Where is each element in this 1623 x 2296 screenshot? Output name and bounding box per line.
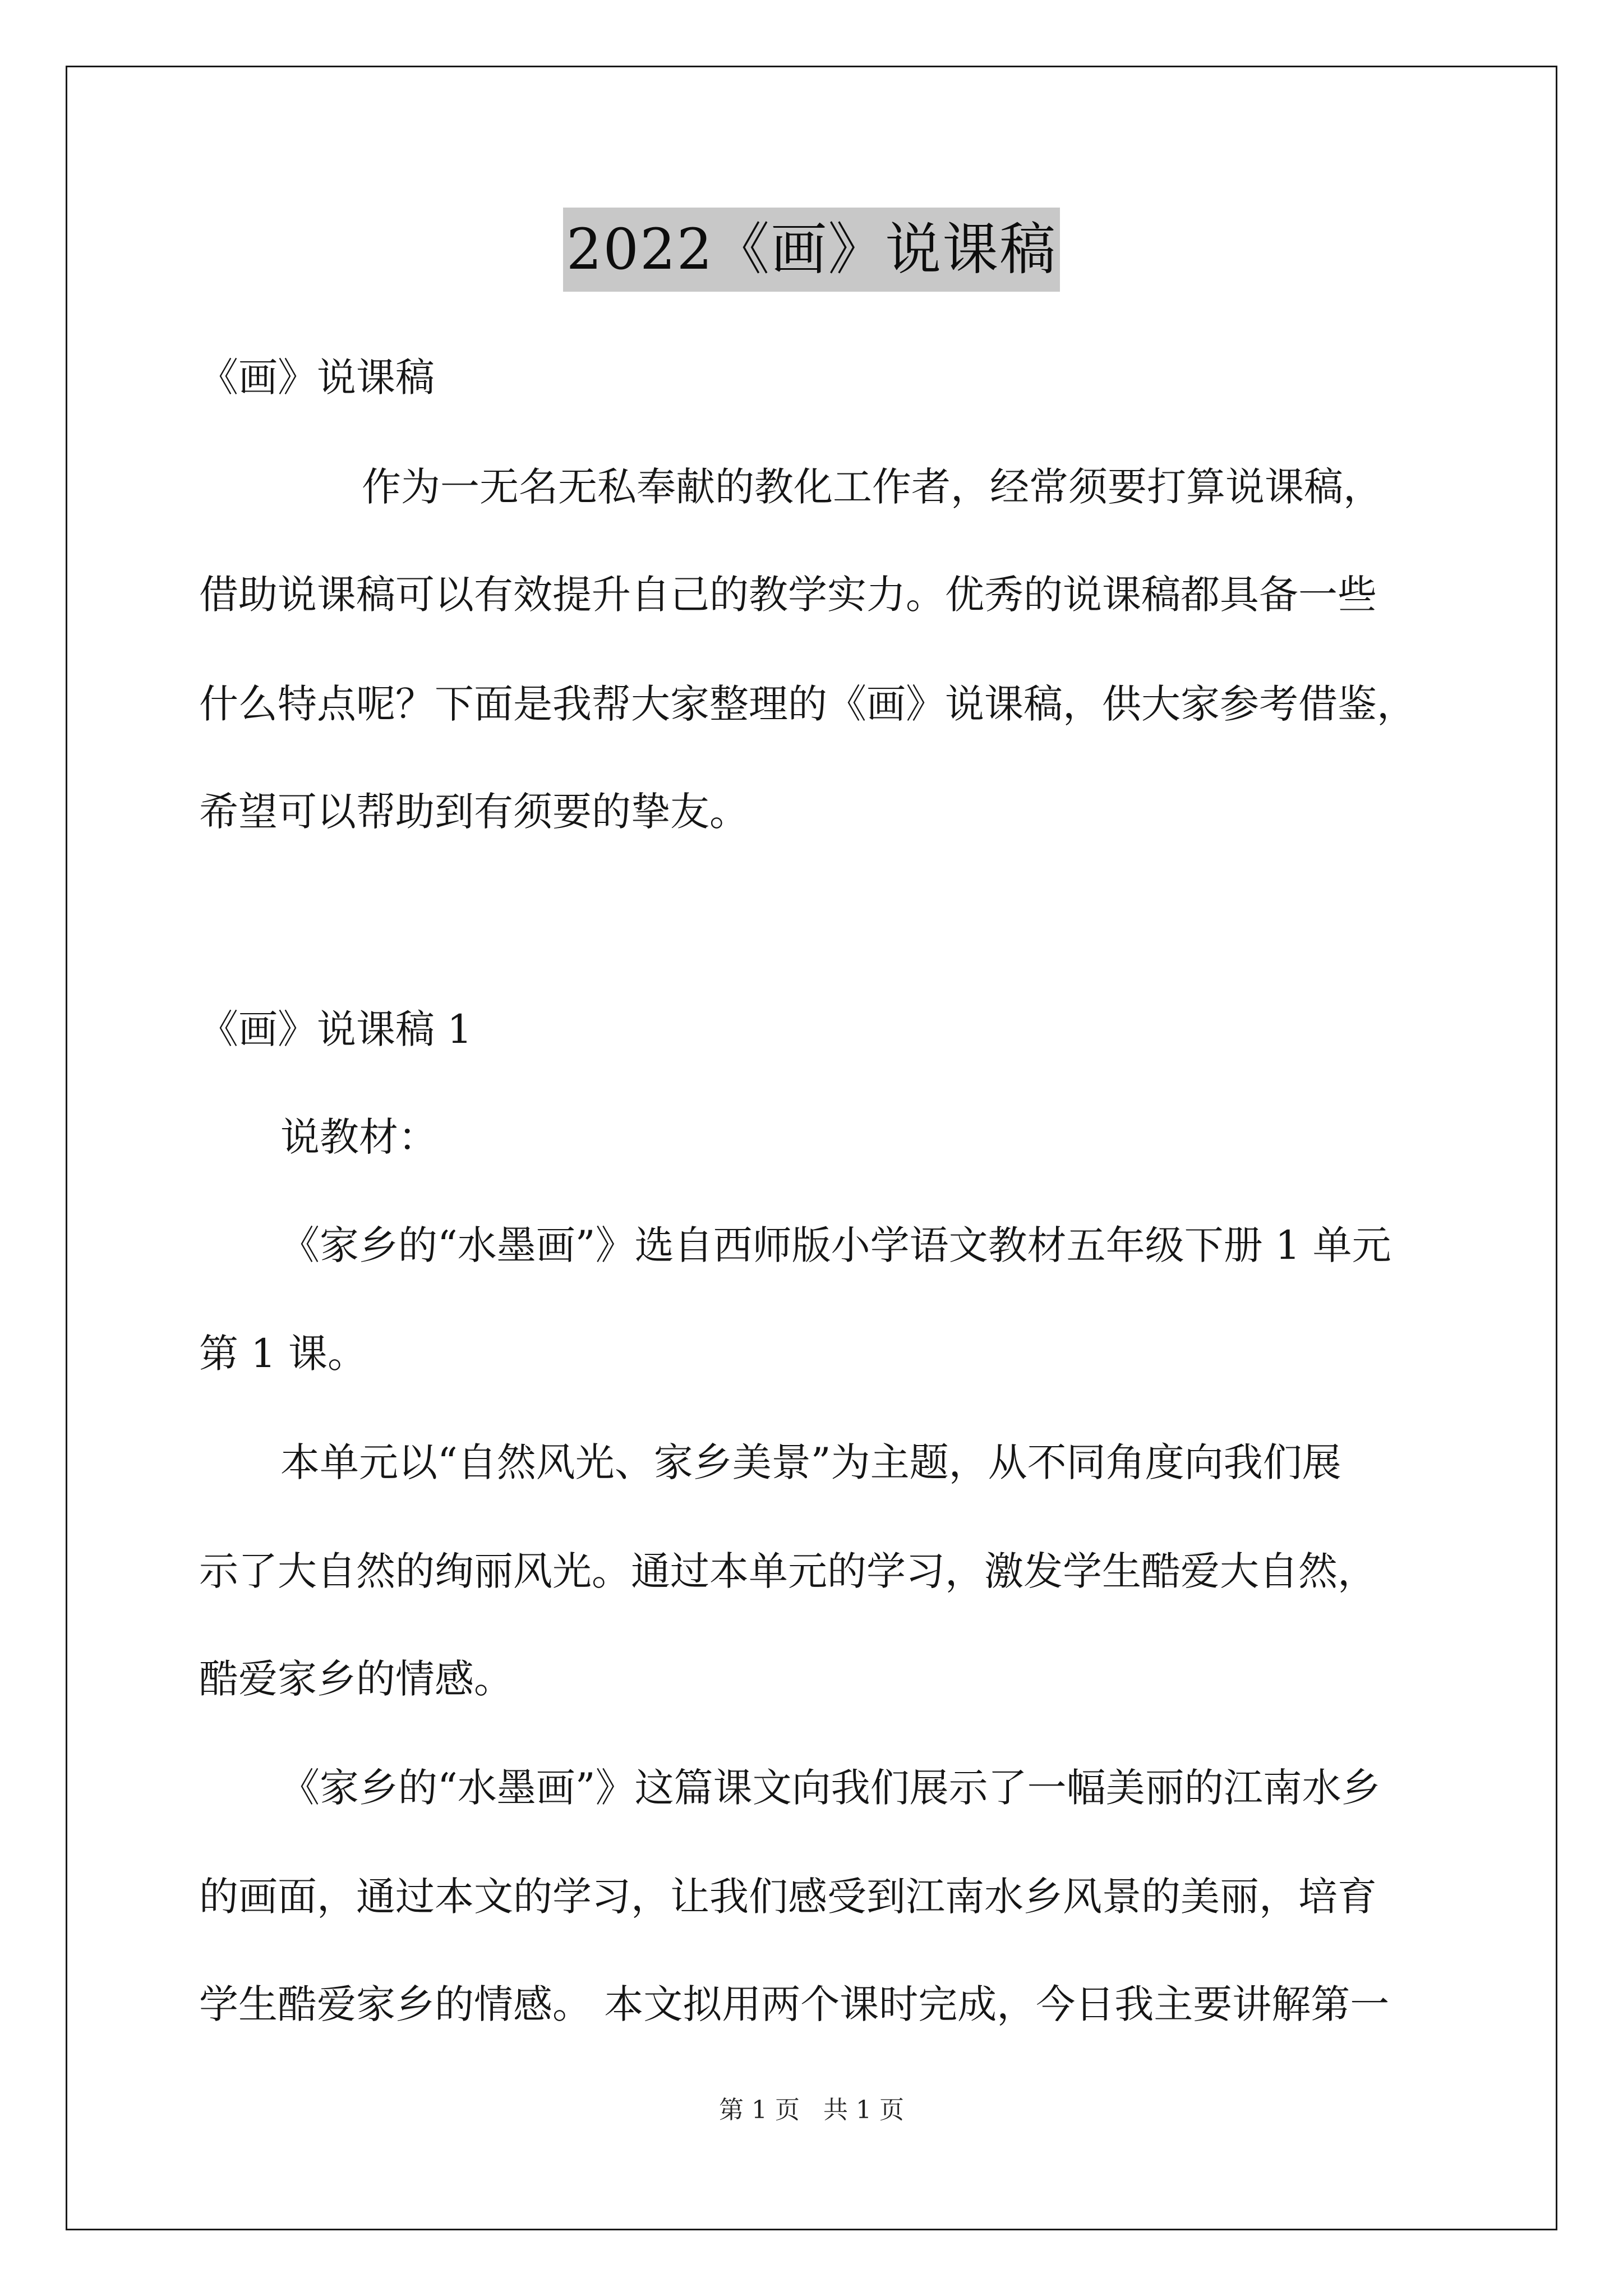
paragraph-line: 示了大自然的绚丽风光。通过本单元的学习，激发学生酷爱大自然， — [199, 1548, 1377, 1594]
subheading: 《画》说课稿 — [199, 355, 435, 401]
document-title: 2022《画》说课稿 — [563, 208, 1061, 292]
page-total: 共 1 页 — [823, 2096, 904, 2124]
paragraph-line: 希望可以帮助到有须要的挚友。 — [199, 789, 749, 835]
paragraph-line: 的画面，通过本文的学习，让我们感受到江南水乡风景的美丽，培育 — [199, 1874, 1377, 1920]
page-number: 第 1 页 — [719, 2096, 800, 2124]
paragraph-line: 本单元以“自然风光、家乡美景”为主题，从不同角度向我们展 — [280, 1439, 1341, 1485]
paragraph-line: 第 1 课。 — [199, 1331, 367, 1377]
title-container — [0, 208, 1623, 292]
paragraph-line: 酷爱家乡的情感。 — [199, 1656, 513, 1702]
paragraph-line: 借助说课稿可以有效提升自己的教学实力。优秀的说课稿都具备一些 — [199, 572, 1377, 618]
section-heading: 《画》说课稿 1 — [199, 1006, 472, 1052]
paragraph-line: 学生酷爱家乡的情感。 本文拟用两个课时完成，今日我主要讲解第一 — [199, 1981, 1390, 2027]
paragraph-line: 《家乡的“水墨画”》这篇课文向我们展示了一幅美丽的江南水乡 — [280, 1765, 1381, 1811]
paragraph-line: 《家乡的“水墨画”》选自西师版小学语文教材五年级下册 1 单元 — [280, 1222, 1391, 1268]
paragraph-line: 说教材： — [280, 1114, 437, 1160]
page-footer — [0, 2093, 1623, 2127]
paragraph-line: 什么特点呢？下面是我帮大家整理的《画》说课稿，供大家参考借鉴， — [199, 681, 1416, 727]
paragraph-line: 作为一无名无私奉献的教化工作者，经常须要打算说课稿， — [362, 464, 1382, 510]
